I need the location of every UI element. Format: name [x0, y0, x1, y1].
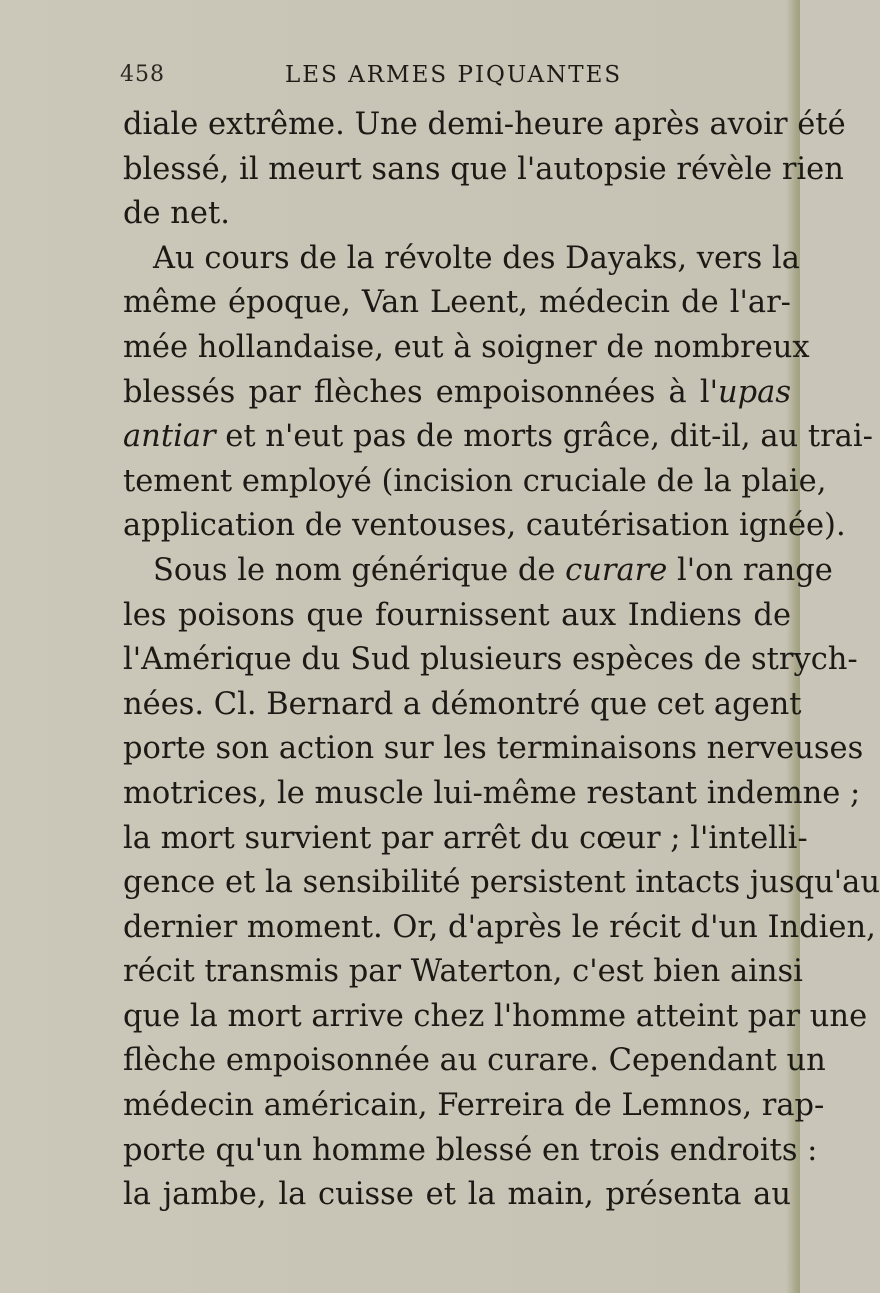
text-segment: même époque, Van Leent, médecin de l'ar-: [123, 285, 791, 321]
text-segment: blessé, il meurt sans que l'autopsie révèle rien: [123, 151, 844, 187]
text-line: [123, 995, 868, 1040]
text-segment: gence et la sensibilité persistent intacts jusqu'au: [123, 865, 880, 901]
text-line: [123, 1129, 818, 1174]
text-segment: porte qu'un homme blessé en trois endroits :: [123, 1132, 818, 1168]
text-segment: porte son action sur les terminaisons nerveuses: [123, 731, 864, 767]
text-segment: nées. Cl. Bernard a démontré que cet agent: [123, 686, 802, 722]
text-line: [123, 460, 827, 505]
text-segment: récit transmis par Waterton, c'est bien ainsi: [123, 954, 803, 990]
text-segment: flèche empoisonnée au curare. Cependant un: [123, 1043, 826, 1079]
text-line: [123, 192, 791, 237]
text-line: [123, 638, 858, 683]
text-segment: motrices, le muscle lui-même restant indemne ;: [123, 775, 861, 811]
running-head: [120, 62, 800, 98]
text-segment: blessés par flèches empoisonnées à l': [123, 374, 718, 410]
text-segment: et n'eut pas de morts grâce, dit-il, au trai-: [215, 419, 873, 455]
text-line: [123, 772, 861, 817]
text-line: [123, 861, 880, 906]
text-segment: Au cours de la révolte des Dayaks, vers la: [153, 240, 800, 276]
text-line: [123, 1173, 791, 1218]
text-segment: la mort survient par arrêt du cœur ; l'intelli-: [123, 820, 808, 856]
text-segment: l'on range: [667, 552, 833, 588]
text-line: [123, 415, 873, 460]
text-line: [123, 594, 791, 639]
text-segment: les poisons que fournissent aux Indiens de: [123, 597, 791, 633]
text-line: [123, 326, 810, 371]
italic-term: curare: [565, 552, 668, 588]
text-segment: mée hollandaise, eut à soigner de nombreux: [123, 329, 810, 365]
text-line: [123, 103, 846, 148]
text-line: [123, 504, 846, 549]
text-segment: application de ventouses, cautérisation ignée).: [123, 508, 846, 544]
text-line: [123, 906, 876, 951]
text-line: [123, 237, 800, 282]
text-segment: l'Amérique du Sud plusieurs espèces de strych-: [123, 642, 858, 678]
text-line: [123, 281, 791, 326]
text-segment: dernier moment. Or, d'après le récit d'un Indien,: [123, 909, 876, 945]
text-segment: la jambe, la cuisse et la main, présenta au: [123, 1177, 791, 1213]
text-line: [123, 1039, 826, 1084]
text-segment: de net.: [123, 196, 230, 232]
text-segment: diale extrême. Une demi-heure après avoir été: [123, 107, 846, 142]
page-number: 458: [120, 62, 165, 87]
italic-term: antiar: [123, 419, 216, 455]
text-line: [123, 148, 844, 193]
text-segment: Sous le nom générique de: [153, 552, 566, 588]
text-segment: que la mort arrive chez l'homme atteint par une: [123, 998, 868, 1034]
text-line: [123, 371, 791, 416]
text-line: [123, 1084, 825, 1129]
running-title: LES ARMES PIQUANTES: [285, 62, 623, 88]
text-line: [123, 950, 803, 995]
text-line: [123, 683, 802, 728]
text-line: [123, 549, 833, 594]
text-segment: tement employé (incision cruciale de la plaie,: [123, 463, 827, 499]
text-line: [123, 817, 808, 862]
text-segment: médecin américain, Ferreira de Lemnos, rap-: [123, 1088, 825, 1124]
body-text: [123, 103, 880, 1218]
italic-term: upas: [717, 374, 791, 410]
text-line: [123, 727, 864, 772]
